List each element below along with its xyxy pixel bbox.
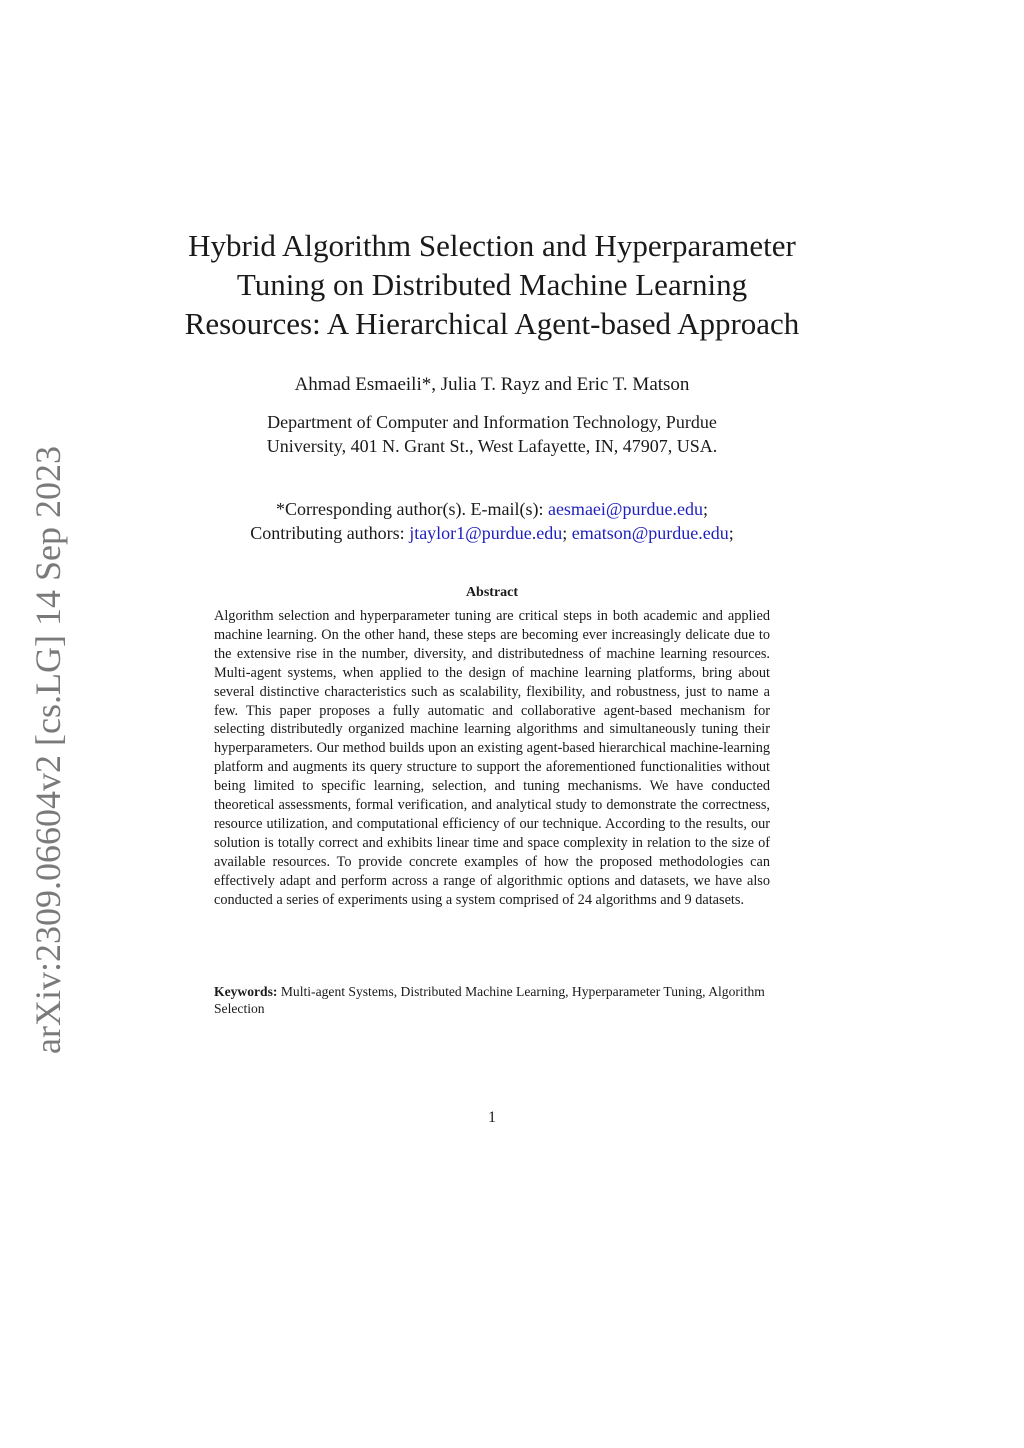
keywords-text: Multi-agent Systems, Distributed Machine Learning, Hyperparameter Tuning, Algorithm Selection — [214, 984, 765, 1016]
contributing-label: Contributing authors: — [250, 523, 410, 543]
contributing-email-link-1[interactable]: jtaylor1@purdue.edu — [409, 523, 563, 543]
correspondence-block — [160, 497, 824, 545]
affiliation-line: University, 401 N. Grant St., West Lafayette, IN, 47907, USA. — [266, 436, 718, 456]
keywords — [214, 983, 770, 1017]
title-line: Tuning on Distributed Machine Learning — [236, 267, 748, 302]
contributing-authors-line — [160, 521, 824, 545]
author-list: Ahmad Esmaeili*, Julia T. Rayz and Eric T. Matson — [294, 374, 690, 395]
corresponding-label: *Corresponding author(s). E-mail(s): — [276, 499, 548, 519]
corresponding-email-link[interactable]: aesmaei@purdue.edu — [547, 499, 703, 519]
affiliation-line: Department of Computer and Information Technology, Purdue — [267, 412, 717, 432]
affiliation — [180, 410, 804, 458]
abstract-text: Algorithm selection and hyperparameter tuning are critical steps in both academic and applied machine learning. On the other hand, these steps are becoming ever increasingly delicate due to the extensive rise in the number, diversity, and distributedness of machine learning resources. Multi-agent systems, when applied to the design of machine learning platforms, bring about several distinctive characteristics such as scalability, flexibility, and robustness, just to name a few. This paper proposes a fully automatic and collaborative agent-based mechanism for selecting distributedly organized machine learning algorithms and simultaneously tuning their hyperparameters. Our method builds upon an existing agent-based hierarchical machine-learning platform and augments its query structure to support the aforementioned functionalities without being limited to specific learning, selection, and tuning mechanisms. We have conducted theoretical assessments, formal verification, and analytical study to demonstrate the correctness, resource utilization, and computational efficiency of our technique. According to the results, our solution is totally correct and exhibits linear time and space complexity in relation to the size of available resources. To provide concrete examples of how the proposed methodologies can effectively adapt and perform across a range of algorithmic options and datasets, we have also conducted a series of experiments using a system comprised of 24 algorithms and 9 datasets. — [214, 608, 770, 908]
title-line: Resources: A Hierarchical Agent-based Approach — [184, 306, 800, 341]
paper-title — [180, 226, 804, 343]
email-separator: ; — [562, 523, 572, 543]
abstract-heading: Abstract — [465, 585, 519, 600]
page-number: 1 — [488, 1109, 496, 1126]
title-line: Hybrid Algorithm Selection and Hyperparameter — [188, 228, 796, 263]
email-terminator: ; — [702, 499, 708, 519]
keywords-label: Keywords: — [214, 984, 278, 999]
email-terminator: ; — [728, 523, 734, 543]
arxiv-identifier: arXiv:2309.06604v2 [cs.LG] 14 Sep 2023 — [28, 446, 68, 1054]
corresponding-author-line — [160, 497, 824, 521]
contributing-email-link-2[interactable]: ematson@purdue.edu — [571, 523, 729, 543]
